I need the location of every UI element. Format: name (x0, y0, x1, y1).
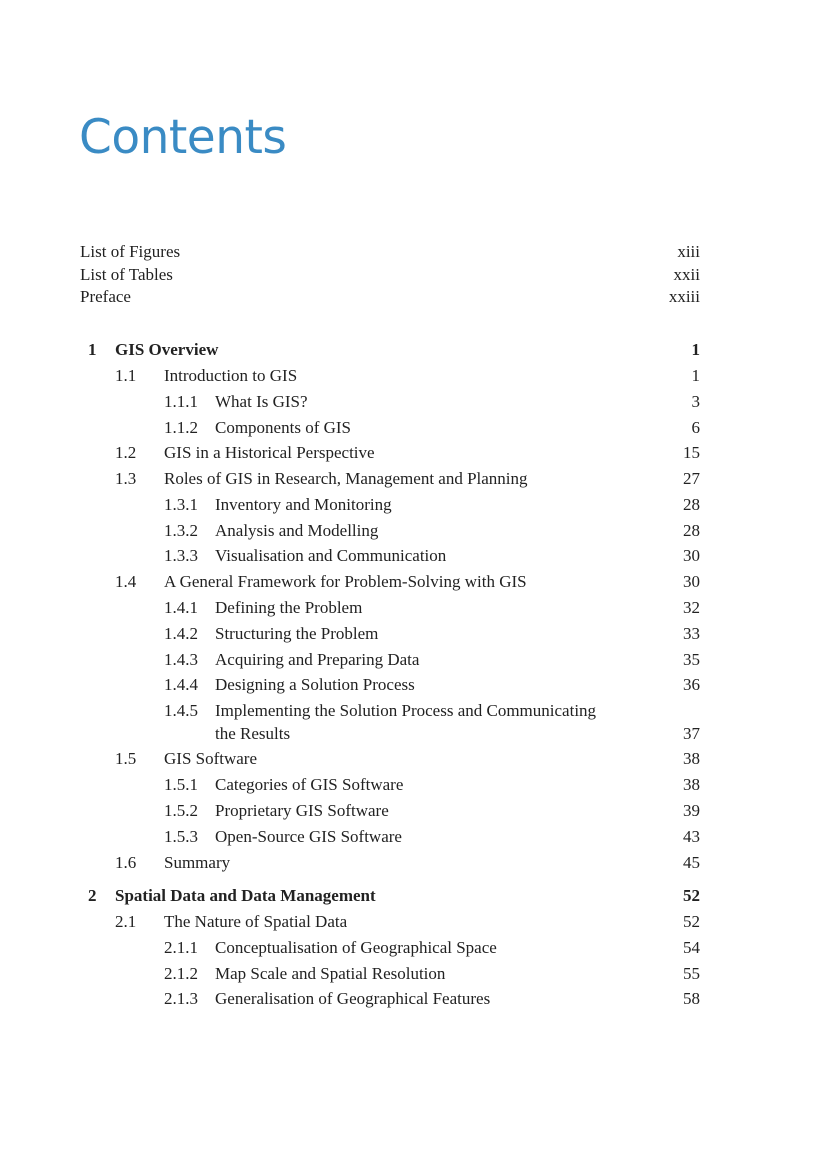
toc-section-entry[interactable] (80, 748, 700, 770)
toc-subsection-entry[interactable] (80, 623, 700, 645)
toc-entry-title: Summary (164, 853, 231, 872)
toc-entry-number: 1 (88, 340, 97, 359)
toc-page-number: 38 (683, 749, 700, 768)
toc-front-matter-entry[interactable] (80, 286, 700, 308)
toc-page-number: 45 (683, 853, 700, 872)
toc-section-entry[interactable] (80, 571, 700, 593)
toc-subsection-entry[interactable] (80, 494, 700, 516)
toc-entry-title: Roles of GIS in Research, Management and Planning (164, 469, 528, 488)
toc-page-number: 33 (683, 624, 700, 643)
toc-page-number: 52 (683, 886, 700, 905)
toc-entry-number: 1.4.1 (164, 598, 198, 617)
toc-section-entry[interactable] (80, 911, 700, 933)
toc-entry-title: the Results (215, 724, 291, 743)
toc-page-number: 58 (683, 989, 700, 1008)
toc-page-number: xxiii (668, 287, 700, 306)
toc-front-matter-entry[interactable] (80, 264, 700, 286)
toc-entry-title: The Nature of Spatial Data (164, 912, 348, 931)
toc-subsection-entry[interactable] (80, 800, 700, 822)
toc-entry-number: 2.1.1 (164, 938, 198, 957)
toc-entry-title: List of Figures (80, 242, 181, 261)
toc-page-number: 27 (683, 469, 700, 488)
toc-subsection-entry[interactable] (80, 597, 700, 619)
toc-entry-title: Inventory and Monitoring (215, 495, 392, 514)
toc-page-number: 37 (683, 724, 700, 743)
toc-entry-title: Conceptualisation of Geographical Space (215, 938, 497, 957)
toc-entry-title: Visualisation and Communication (215, 546, 447, 565)
toc-entry-number: 1.4.2 (164, 624, 198, 643)
toc-section-entry[interactable] (80, 468, 700, 490)
toc-entry-title: Designing a Solution Process (215, 675, 415, 694)
toc-entry-title: Preface (80, 287, 131, 306)
toc-entry-title: Analysis and Modelling (215, 521, 379, 540)
toc-entry-number: 1.4 (115, 572, 137, 591)
toc-page-number: 15 (683, 443, 700, 462)
toc-entry-title: Defining the Problem (215, 598, 363, 617)
toc-entry-number: 2 (88, 886, 97, 905)
toc-entry-number: 1.4.3 (164, 650, 198, 669)
toc-page-number: 35 (683, 650, 700, 669)
toc-page-number: 36 (683, 675, 700, 694)
toc-subsection-entry[interactable] (80, 700, 700, 722)
toc-front-matter-entry[interactable] (80, 241, 700, 263)
toc-page-number: 54 (683, 938, 700, 957)
toc-entry-title: Spatial Data and Data Management (115, 886, 376, 905)
toc-entry-number: 1.5.2 (164, 801, 198, 820)
toc-entry-number: 1.4.5 (164, 701, 198, 720)
toc-section-entry[interactable] (80, 852, 700, 874)
toc-entry-title: Implementing the Solution Process and Communicating (215, 701, 597, 720)
toc-entry-number: 1.4.4 (164, 675, 198, 694)
toc-entry-title: Categories of GIS Software (215, 775, 404, 794)
toc-page-number: 30 (683, 572, 700, 591)
toc-entry-number: 1.3.2 (164, 521, 198, 540)
toc-entry-number: 2.1.3 (164, 989, 198, 1008)
page-title: Contents (79, 110, 287, 165)
toc-subsection-entry[interactable] (80, 963, 700, 985)
toc-subsection-entry[interactable] (80, 988, 700, 1010)
toc-page-number: 38 (683, 775, 700, 794)
toc-entry-number: 2.1 (115, 912, 137, 931)
toc-entry-title: GIS in a Historical Perspective (164, 443, 375, 462)
toc-entry-title: Acquiring and Preparing Data (215, 650, 420, 669)
toc-entry-number: 1.1.1 (164, 392, 198, 411)
toc-entry-title: Proprietary GIS Software (215, 801, 389, 820)
toc-chapter-entry[interactable] (80, 339, 700, 361)
toc-section-entry[interactable] (80, 442, 700, 464)
toc-subsection-entry[interactable] (80, 937, 700, 959)
toc-subsection-entry[interactable] (80, 417, 700, 439)
toc-entry-number: 2.1.2 (164, 964, 198, 983)
toc-entry-title: Components of GIS (215, 418, 351, 437)
toc-entry-continuation[interactable] (80, 723, 700, 745)
toc-entry-number: 1.3.3 (164, 546, 198, 565)
toc-page-number: 32 (683, 598, 700, 617)
toc-entry-number: 1.3 (115, 469, 137, 488)
toc-entry-title: GIS Software (164, 749, 258, 768)
toc-page-number: xiii (677, 242, 700, 261)
toc-page-number: 28 (683, 521, 700, 540)
toc-chapter-entry[interactable] (80, 885, 700, 907)
toc-entry-title: A General Framework for Problem-Solving with GIS (164, 572, 527, 591)
toc-entry-number: 1.5.3 (164, 827, 198, 846)
toc-subsection-entry[interactable] (80, 774, 700, 796)
toc-page-number: 52 (683, 912, 700, 931)
toc-entry-title: Generalisation of Geographical Features (215, 989, 491, 1008)
toc-subsection-entry[interactable] (80, 391, 700, 413)
toc-subsection-entry[interactable] (80, 826, 700, 848)
toc-page-number: 55 (683, 964, 700, 983)
toc-page-number: 6 (691, 418, 700, 437)
toc-section-entry[interactable] (80, 365, 700, 387)
toc-page-number: 39 (683, 801, 700, 820)
toc-entry-number: 1.5 (115, 749, 137, 768)
toc-entry-number: 1.1 (115, 366, 137, 385)
toc-entry-number: 1.1.2 (164, 418, 198, 437)
toc-entry-title: Map Scale and Spatial Resolution (215, 964, 446, 983)
toc-subsection-entry[interactable] (80, 674, 700, 696)
toc-entry-number: 1.3.1 (164, 495, 198, 514)
toc-page-number: 28 (683, 495, 700, 514)
toc-page-number: 43 (683, 827, 700, 846)
toc-entry-title: List of Tables (80, 265, 173, 284)
toc-entry-title: What Is GIS? (215, 392, 308, 411)
toc-page-number: 1 (691, 340, 700, 359)
toc-page-number: xxii (673, 265, 700, 284)
toc-subsection-entry[interactable] (80, 545, 700, 567)
toc-page-number: 1 (691, 366, 700, 385)
toc-entry-number: 1.6 (115, 853, 137, 872)
toc-entry-title: Open-Source GIS Software (215, 827, 402, 846)
toc-entry-number: 1.5.1 (164, 775, 198, 794)
toc-subsection-entry[interactable] (80, 649, 700, 671)
toc-entry-title: GIS Overview (115, 340, 219, 359)
toc-entry-title: Introduction to GIS (164, 366, 298, 385)
toc-subsection-entry[interactable] (80, 520, 700, 542)
toc-page-number: 30 (683, 546, 700, 565)
toc-page-number: 3 (691, 392, 700, 411)
toc-entry-number: 1.2 (115, 443, 137, 462)
toc-entry-title: Structuring the Problem (215, 624, 379, 643)
